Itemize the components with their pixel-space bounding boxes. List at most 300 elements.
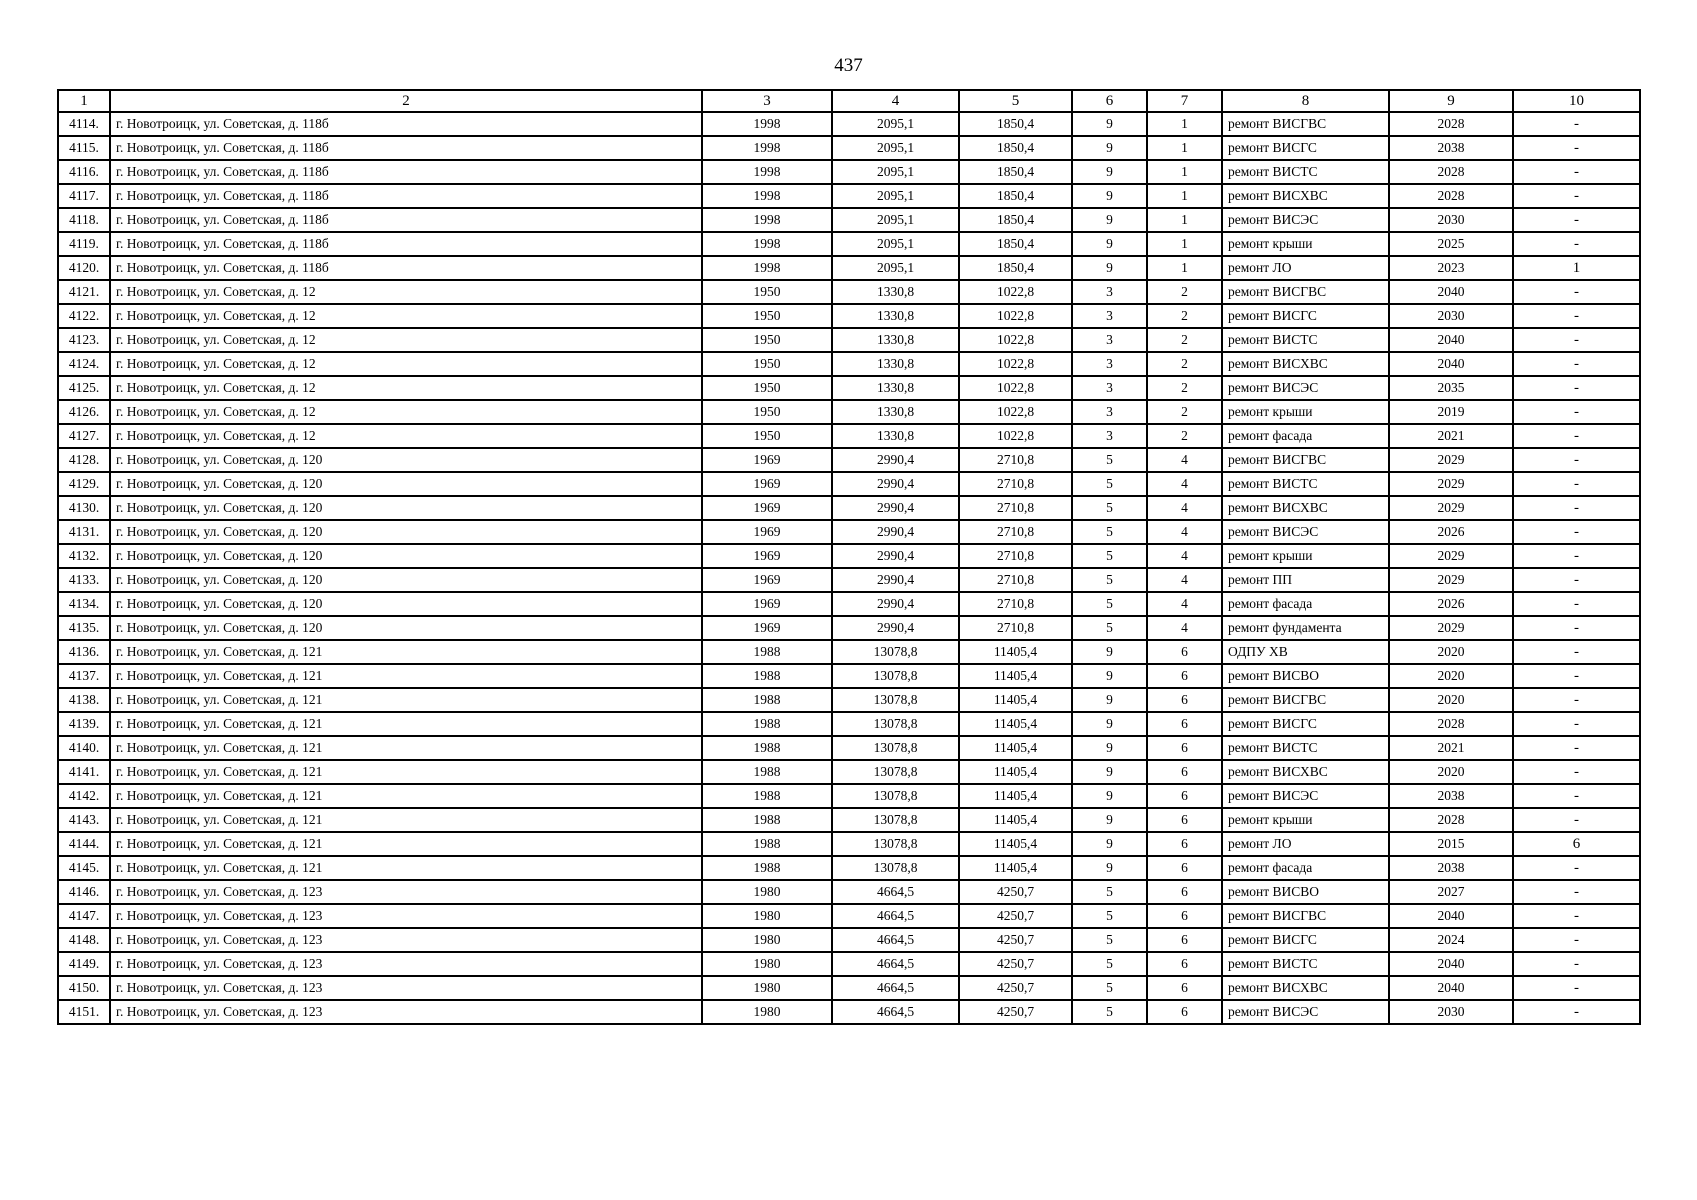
table-row: [58, 760, 1640, 784]
cell-total-area: 2990,4: [832, 496, 959, 520]
cell-entrances: 2: [1147, 400, 1222, 424]
cell-row-number: 4135.: [58, 616, 110, 640]
cell-address: г. Новотроицк, ул. Советская, д. 118б: [110, 136, 702, 160]
table-row: [58, 328, 1640, 352]
cell-planned-year: 2040: [1389, 280, 1513, 304]
registry-table: [57, 89, 1641, 1025]
cell-note: -: [1513, 664, 1640, 688]
cell-total-area: 2095,1: [832, 184, 959, 208]
cell-floors: 9: [1072, 832, 1147, 856]
cell-entrances: 2: [1147, 280, 1222, 304]
cell-note: -: [1513, 568, 1640, 592]
cell-address: г. Новотроицк, ул. Советская, д. 123: [110, 1000, 702, 1024]
cell-living-area: 11405,4: [959, 808, 1072, 832]
cell-row-number: 4128.: [58, 448, 110, 472]
cell-floors: 3: [1072, 400, 1147, 424]
cell-planned-year: 2021: [1389, 736, 1513, 760]
cell-build-year: 1988: [702, 736, 832, 760]
cell-living-area: 4250,7: [959, 952, 1072, 976]
cell-planned-year: 2028: [1389, 184, 1513, 208]
cell-living-area: 1022,8: [959, 376, 1072, 400]
cell-planned-year: 2029: [1389, 616, 1513, 640]
table-row: [58, 112, 1640, 136]
cell-row-number: 4131.: [58, 520, 110, 544]
cell-row-number: 4124.: [58, 352, 110, 376]
cell-build-year: 1950: [702, 280, 832, 304]
cell-row-number: 4129.: [58, 472, 110, 496]
cell-note: -: [1513, 928, 1640, 952]
cell-total-area: 4664,5: [832, 952, 959, 976]
table-row: [58, 736, 1640, 760]
cell-work-type: ремонт ВИСГС: [1222, 928, 1389, 952]
cell-total-area: 1330,8: [832, 352, 959, 376]
cell-planned-year: 2040: [1389, 976, 1513, 1000]
column-header: 9: [1389, 90, 1513, 112]
cell-living-area: 1022,8: [959, 304, 1072, 328]
cell-work-type: ремонт фасада: [1222, 592, 1389, 616]
cell-floors: 9: [1072, 160, 1147, 184]
cell-row-number: 4132.: [58, 544, 110, 568]
cell-living-area: 4250,7: [959, 928, 1072, 952]
cell-address: г. Новотроицк, ул. Советская, д. 120: [110, 568, 702, 592]
cell-floors: 9: [1072, 808, 1147, 832]
cell-work-type: ремонт ВИСГС: [1222, 712, 1389, 736]
cell-entrances: 4: [1147, 568, 1222, 592]
cell-build-year: 1969: [702, 448, 832, 472]
cell-row-number: 4151.: [58, 1000, 110, 1024]
cell-build-year: 1980: [702, 1000, 832, 1024]
cell-row-number: 4125.: [58, 376, 110, 400]
cell-living-area: 1850,4: [959, 136, 1072, 160]
cell-total-area: 1330,8: [832, 280, 959, 304]
table-row: [58, 952, 1640, 976]
cell-planned-year: 2028: [1389, 712, 1513, 736]
cell-row-number: 4133.: [58, 568, 110, 592]
cell-row-number: 4130.: [58, 496, 110, 520]
cell-total-area: 13078,8: [832, 832, 959, 856]
cell-work-type: ремонт ВИСХВС: [1222, 352, 1389, 376]
cell-work-type: ремонт ВИСЭС: [1222, 784, 1389, 808]
cell-address: г. Новотроицк, ул. Советская, д. 121: [110, 712, 702, 736]
cell-living-area: 4250,7: [959, 1000, 1072, 1024]
cell-living-area: 1022,8: [959, 280, 1072, 304]
cell-note: -: [1513, 304, 1640, 328]
cell-living-area: 1022,8: [959, 328, 1072, 352]
cell-planned-year: 2029: [1389, 472, 1513, 496]
cell-living-area: 4250,7: [959, 976, 1072, 1000]
cell-entrances: 2: [1147, 304, 1222, 328]
cell-floors: 5: [1072, 976, 1147, 1000]
cell-entrances: 6: [1147, 808, 1222, 832]
cell-living-area: 2710,8: [959, 544, 1072, 568]
cell-address: г. Новотроицк, ул. Советская, д. 121: [110, 832, 702, 856]
cell-work-type: ремонт ВИСГС: [1222, 136, 1389, 160]
cell-entrances: 4: [1147, 448, 1222, 472]
cell-living-area: 2710,8: [959, 496, 1072, 520]
cell-floors: 5: [1072, 880, 1147, 904]
table-row: [58, 208, 1640, 232]
cell-entrances: 6: [1147, 1000, 1222, 1024]
cell-build-year: 1988: [702, 664, 832, 688]
cell-entrances: 6: [1147, 688, 1222, 712]
cell-planned-year: 2040: [1389, 952, 1513, 976]
cell-living-area: 1022,8: [959, 352, 1072, 376]
cell-floors: 3: [1072, 280, 1147, 304]
cell-floors: 9: [1072, 112, 1147, 136]
table-row: [58, 424, 1640, 448]
cell-work-type: ремонт ВИСХВС: [1222, 184, 1389, 208]
cell-build-year: 1969: [702, 520, 832, 544]
cell-entrances: 1: [1147, 184, 1222, 208]
cell-build-year: 1988: [702, 856, 832, 880]
cell-entrances: 6: [1147, 712, 1222, 736]
cell-floors: 5: [1072, 952, 1147, 976]
cell-entrances: 1: [1147, 208, 1222, 232]
cell-row-number: 4137.: [58, 664, 110, 688]
table-row: [58, 640, 1640, 664]
cell-work-type: ремонт ПП: [1222, 568, 1389, 592]
cell-living-area: 1850,4: [959, 208, 1072, 232]
cell-floors: 5: [1072, 472, 1147, 496]
cell-row-number: 4140.: [58, 736, 110, 760]
cell-total-area: 13078,8: [832, 712, 959, 736]
cell-entrances: 6: [1147, 760, 1222, 784]
cell-floors: 9: [1072, 184, 1147, 208]
cell-floors: 3: [1072, 376, 1147, 400]
cell-living-area: 11405,4: [959, 760, 1072, 784]
cell-total-area: 2990,4: [832, 472, 959, 496]
cell-total-area: 1330,8: [832, 376, 959, 400]
cell-planned-year: 2026: [1389, 592, 1513, 616]
cell-work-type: ремонт ВИСХВС: [1222, 496, 1389, 520]
cell-planned-year: 2030: [1389, 208, 1513, 232]
cell-entrances: 4: [1147, 520, 1222, 544]
cell-total-area: 4664,5: [832, 976, 959, 1000]
cell-floors: 9: [1072, 640, 1147, 664]
table-row: [58, 136, 1640, 160]
cell-total-area: 13078,8: [832, 688, 959, 712]
cell-work-type: ремонт ВИСГВС: [1222, 280, 1389, 304]
cell-entrances: 4: [1147, 544, 1222, 568]
cell-row-number: 4143.: [58, 808, 110, 832]
cell-build-year: 1950: [702, 400, 832, 424]
cell-note: -: [1513, 352, 1640, 376]
table-row: [58, 544, 1640, 568]
cell-address: г. Новотроицк, ул. Советская, д. 12: [110, 328, 702, 352]
cell-total-area: 13078,8: [832, 856, 959, 880]
cell-row-number: 4138.: [58, 688, 110, 712]
cell-address: г. Новотроицк, ул. Советская, д. 123: [110, 928, 702, 952]
cell-entrances: 1: [1147, 256, 1222, 280]
cell-build-year: 1998: [702, 136, 832, 160]
cell-living-area: 11405,4: [959, 640, 1072, 664]
cell-entrances: 4: [1147, 592, 1222, 616]
cell-note: -: [1513, 424, 1640, 448]
column-header: 8: [1222, 90, 1389, 112]
cell-build-year: 1950: [702, 424, 832, 448]
cell-total-area: 1330,8: [832, 328, 959, 352]
cell-total-area: 2095,1: [832, 160, 959, 184]
table-row: [58, 808, 1640, 832]
cell-planned-year: 2035: [1389, 376, 1513, 400]
cell-row-number: 4148.: [58, 928, 110, 952]
cell-floors: 9: [1072, 784, 1147, 808]
cell-living-area: 2710,8: [959, 520, 1072, 544]
cell-living-area: 1850,4: [959, 184, 1072, 208]
cell-address: г. Новотроицк, ул. Советская, д. 118б: [110, 256, 702, 280]
cell-total-area: 1330,8: [832, 304, 959, 328]
cell-living-area: 2710,8: [959, 568, 1072, 592]
cell-build-year: 1969: [702, 544, 832, 568]
cell-work-type: ремонт ВИСВО: [1222, 664, 1389, 688]
cell-build-year: 1988: [702, 832, 832, 856]
cell-entrances: 2: [1147, 352, 1222, 376]
cell-living-area: 11405,4: [959, 736, 1072, 760]
cell-build-year: 1969: [702, 592, 832, 616]
cell-work-type: ремонт ВИСГВС: [1222, 112, 1389, 136]
cell-planned-year: 2028: [1389, 160, 1513, 184]
cell-floors: 5: [1072, 904, 1147, 928]
cell-floors: 9: [1072, 256, 1147, 280]
cell-build-year: 1980: [702, 928, 832, 952]
cell-address: г. Новотроицк, ул. Советская, д. 121: [110, 760, 702, 784]
cell-address: г. Новотроицк, ул. Советская, д. 120: [110, 592, 702, 616]
cell-living-area: 1022,8: [959, 424, 1072, 448]
table-row: [58, 976, 1640, 1000]
table-row: [58, 880, 1640, 904]
cell-floors: 5: [1072, 928, 1147, 952]
column-header: 3: [702, 90, 832, 112]
cell-build-year: 1950: [702, 328, 832, 352]
cell-entrances: 1: [1147, 112, 1222, 136]
cell-build-year: 1950: [702, 376, 832, 400]
cell-address: г. Новотроицк, ул. Советская, д. 120: [110, 616, 702, 640]
cell-entrances: 2: [1147, 328, 1222, 352]
cell-build-year: 1988: [702, 784, 832, 808]
cell-living-area: 11405,4: [959, 664, 1072, 688]
table-row: [58, 184, 1640, 208]
table-row: [58, 280, 1640, 304]
table-row: [58, 304, 1640, 328]
cell-address: г. Новотроицк, ул. Советская, д. 121: [110, 640, 702, 664]
table-row: [58, 400, 1640, 424]
cell-work-type: ремонт ВИСХВС: [1222, 760, 1389, 784]
cell-entrances: 6: [1147, 856, 1222, 880]
cell-total-area: 4664,5: [832, 928, 959, 952]
table-row: [58, 712, 1640, 736]
cell-planned-year: 2024: [1389, 928, 1513, 952]
cell-row-number: 4147.: [58, 904, 110, 928]
cell-address: г. Новотроицк, ул. Советская, д. 120: [110, 544, 702, 568]
cell-total-area: 13078,8: [832, 808, 959, 832]
column-header: 5: [959, 90, 1072, 112]
cell-note: -: [1513, 904, 1640, 928]
cell-work-type: ремонт ВИСВО: [1222, 880, 1389, 904]
cell-note: -: [1513, 640, 1640, 664]
cell-planned-year: 2030: [1389, 304, 1513, 328]
cell-address: г. Новотроицк, ул. Советская, д. 121: [110, 736, 702, 760]
cell-total-area: 4664,5: [832, 904, 959, 928]
table-row: [58, 448, 1640, 472]
cell-work-type: ремонт ЛО: [1222, 256, 1389, 280]
cell-note: -: [1513, 280, 1640, 304]
cell-address: г. Новотроицк, ул. Советская, д. 121: [110, 664, 702, 688]
cell-address: г. Новотроицк, ул. Советская, д. 118б: [110, 184, 702, 208]
cell-living-area: 2710,8: [959, 448, 1072, 472]
cell-address: г. Новотроицк, ул. Советская, д. 121: [110, 784, 702, 808]
cell-living-area: 1850,4: [959, 256, 1072, 280]
cell-total-area: 2095,1: [832, 136, 959, 160]
cell-note: -: [1513, 976, 1640, 1000]
cell-row-number: 4115.: [58, 136, 110, 160]
cell-floors: 5: [1072, 496, 1147, 520]
cell-row-number: 4121.: [58, 280, 110, 304]
cell-living-area: 11405,4: [959, 856, 1072, 880]
cell-entrances: 6: [1147, 664, 1222, 688]
cell-planned-year: 2020: [1389, 688, 1513, 712]
cell-row-number: 4114.: [58, 112, 110, 136]
column-header: 1: [58, 90, 110, 112]
cell-total-area: 2990,4: [832, 568, 959, 592]
cell-entrances: 2: [1147, 376, 1222, 400]
cell-build-year: 1998: [702, 232, 832, 256]
cell-note: -: [1513, 736, 1640, 760]
cell-planned-year: 2038: [1389, 856, 1513, 880]
column-header: 2: [110, 90, 702, 112]
cell-total-area: 13078,8: [832, 784, 959, 808]
cell-build-year: 1988: [702, 760, 832, 784]
cell-row-number: 4149.: [58, 952, 110, 976]
cell-planned-year: 2023: [1389, 256, 1513, 280]
cell-row-number: 4134.: [58, 592, 110, 616]
cell-work-type: ремонт ВИСТС: [1222, 736, 1389, 760]
cell-address: г. Новотроицк, ул. Советская, д. 121: [110, 688, 702, 712]
cell-build-year: 1980: [702, 880, 832, 904]
cell-work-type: ОДПУ ХВ: [1222, 640, 1389, 664]
cell-address: г. Новотроицк, ул. Советская, д. 12: [110, 304, 702, 328]
cell-floors: 5: [1072, 616, 1147, 640]
cell-build-year: 1998: [702, 208, 832, 232]
cell-living-area: 2710,8: [959, 472, 1072, 496]
cell-floors: 9: [1072, 664, 1147, 688]
header-row: [58, 90, 1640, 112]
cell-build-year: 1950: [702, 352, 832, 376]
cell-entrances: 6: [1147, 880, 1222, 904]
cell-planned-year: 2029: [1389, 496, 1513, 520]
cell-address: г. Новотроицк, ул. Советская, д. 121: [110, 856, 702, 880]
table-row: [58, 856, 1640, 880]
cell-note: -: [1513, 688, 1640, 712]
cell-floors: 9: [1072, 208, 1147, 232]
cell-work-type: ремонт ВИСТС: [1222, 952, 1389, 976]
cell-build-year: 1980: [702, 952, 832, 976]
cell-work-type: ремонт ВИСГВС: [1222, 448, 1389, 472]
page-number: 437: [834, 55, 863, 76]
table-row: [58, 688, 1640, 712]
table-row: [58, 1000, 1640, 1024]
cell-note: -: [1513, 376, 1640, 400]
cell-floors: 3: [1072, 424, 1147, 448]
cell-build-year: 1988: [702, 640, 832, 664]
cell-row-number: 4141.: [58, 760, 110, 784]
cell-row-number: 4150.: [58, 976, 110, 1000]
cell-entrances: 6: [1147, 952, 1222, 976]
cell-address: г. Новотроицк, ул. Советская, д. 12: [110, 280, 702, 304]
cell-work-type: ремонт ВИСЭС: [1222, 1000, 1389, 1024]
cell-build-year: 1969: [702, 496, 832, 520]
cell-note: -: [1513, 616, 1640, 640]
cell-planned-year: 2029: [1389, 544, 1513, 568]
cell-living-area: 11405,4: [959, 832, 1072, 856]
cell-row-number: 4127.: [58, 424, 110, 448]
cell-total-area: 2095,1: [832, 232, 959, 256]
cell-total-area: 2095,1: [832, 112, 959, 136]
cell-entrances: 6: [1147, 832, 1222, 856]
cell-row-number: 4120.: [58, 256, 110, 280]
cell-work-type: ремонт крыши: [1222, 544, 1389, 568]
cell-floors: 5: [1072, 568, 1147, 592]
cell-total-area: 4664,5: [832, 1000, 959, 1024]
cell-build-year: 1969: [702, 472, 832, 496]
cell-planned-year: 2025: [1389, 232, 1513, 256]
cell-note: -: [1513, 544, 1640, 568]
cell-total-area: 2990,4: [832, 544, 959, 568]
cell-build-year: 1998: [702, 184, 832, 208]
cell-address: г. Новотроицк, ул. Советская, д. 12: [110, 376, 702, 400]
cell-address: г. Новотроицк, ул. Советская, д. 120: [110, 520, 702, 544]
cell-living-area: 4250,7: [959, 904, 1072, 928]
cell-total-area: 2990,4: [832, 520, 959, 544]
cell-note: -: [1513, 232, 1640, 256]
cell-note: -: [1513, 712, 1640, 736]
cell-entrances: 2: [1147, 424, 1222, 448]
cell-living-area: 1850,4: [959, 232, 1072, 256]
cell-note: -: [1513, 112, 1640, 136]
cell-total-area: 13078,8: [832, 760, 959, 784]
cell-row-number: 4136.: [58, 640, 110, 664]
cell-living-area: 2710,8: [959, 592, 1072, 616]
table-row: [58, 232, 1640, 256]
cell-note: -: [1513, 784, 1640, 808]
table-row: [58, 376, 1640, 400]
cell-work-type: ремонт крыши: [1222, 808, 1389, 832]
table-row: [58, 472, 1640, 496]
cell-address: г. Новотроицк, ул. Советская, д. 12: [110, 424, 702, 448]
table-row: [58, 616, 1640, 640]
cell-floors: 3: [1072, 304, 1147, 328]
cell-planned-year: 2020: [1389, 760, 1513, 784]
cell-note: -: [1513, 208, 1640, 232]
cell-address: г. Новотроицк, ул. Советская, д. 118б: [110, 160, 702, 184]
cell-planned-year: 2021: [1389, 424, 1513, 448]
cell-planned-year: 2029: [1389, 568, 1513, 592]
table-row: [58, 520, 1640, 544]
cell-living-area: 11405,4: [959, 784, 1072, 808]
cell-total-area: 2990,4: [832, 616, 959, 640]
cell-planned-year: 2040: [1389, 352, 1513, 376]
cell-total-area: 13078,8: [832, 736, 959, 760]
cell-living-area: 2710,8: [959, 616, 1072, 640]
cell-work-type: ремонт ВИСЭС: [1222, 208, 1389, 232]
cell-note: -: [1513, 760, 1640, 784]
cell-note: -: [1513, 808, 1640, 832]
cell-address: г. Новотроицк, ул. Советская, д. 118б: [110, 208, 702, 232]
cell-build-year: 1998: [702, 160, 832, 184]
cell-build-year: 1988: [702, 808, 832, 832]
cell-row-number: 4142.: [58, 784, 110, 808]
cell-floors: 9: [1072, 760, 1147, 784]
cell-note: -: [1513, 400, 1640, 424]
